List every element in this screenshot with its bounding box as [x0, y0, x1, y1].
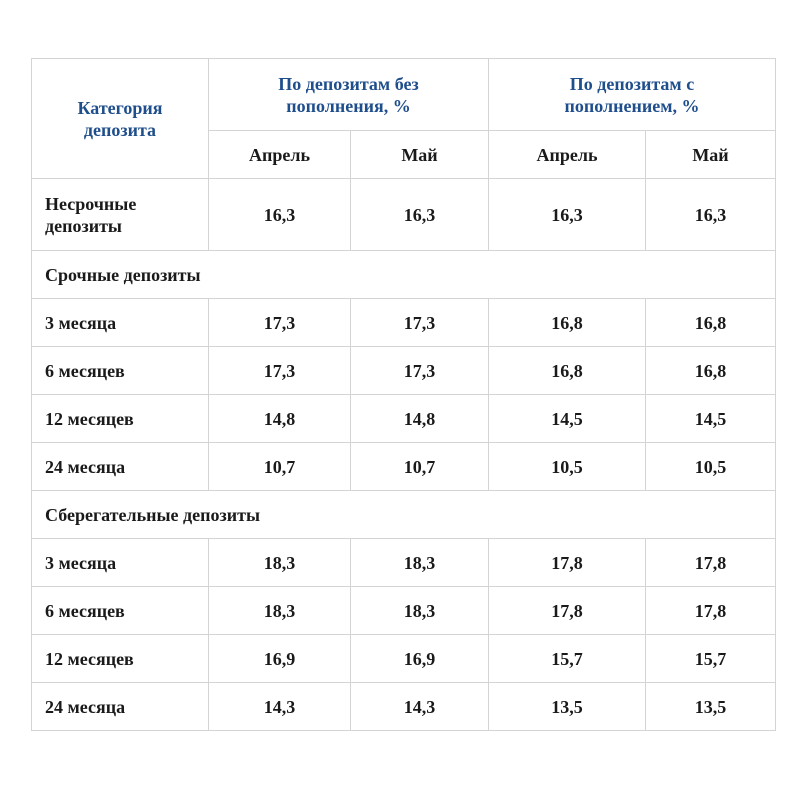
rate-cell: 17,3 [351, 299, 489, 347]
rate-cell: 16,8 [489, 299, 646, 347]
row-label: 24 месяца [32, 443, 209, 491]
month-header: Апрель [489, 131, 646, 179]
table-row [32, 587, 776, 635]
row-label: 6 месяцев [32, 587, 209, 635]
table-row [32, 443, 776, 491]
rate-cell: 10,7 [351, 443, 489, 491]
rate-cell: 14,8 [351, 395, 489, 443]
table-row [32, 179, 776, 251]
section-label: Сберегательные депозиты [32, 491, 776, 539]
rate-cell: 16,8 [489, 347, 646, 395]
table-row [32, 347, 776, 395]
table-body [32, 179, 776, 731]
row-label: 12 месяцев [32, 635, 209, 683]
month-header: Май [351, 131, 489, 179]
rate-cell: 18,3 [209, 539, 351, 587]
rate-cell: 15,7 [489, 635, 646, 683]
row-label-text: Несрочные депозиты [45, 193, 137, 236]
rate-cell: 14,3 [351, 683, 489, 731]
rate-cell: 18,3 [351, 539, 489, 587]
rate-cell: 17,8 [489, 587, 646, 635]
rate-cell: 13,5 [646, 683, 776, 731]
rate-cell: 16,8 [646, 347, 776, 395]
table-row [32, 635, 776, 683]
rate-cell: 16,9 [209, 635, 351, 683]
rate-cell: 17,8 [646, 587, 776, 635]
group-without-topup-label: По депозитам без пополнения, % [278, 73, 419, 116]
row-label [32, 179, 209, 251]
table-row [32, 539, 776, 587]
section-row [32, 251, 776, 299]
rate-cell: 16,8 [646, 299, 776, 347]
rate-cell: 14,5 [489, 395, 646, 443]
rate-cell: 10,5 [646, 443, 776, 491]
rate-cell: 18,3 [351, 587, 489, 635]
rate-cell: 17,3 [209, 299, 351, 347]
rate-cell: 16,3 [646, 179, 776, 251]
table-row [32, 395, 776, 443]
group-with-topup-label: По депозитам с пополнением, % [564, 73, 700, 116]
table-header [32, 59, 776, 179]
rate-cell: 14,8 [209, 395, 351, 443]
row-label: 3 месяца [32, 539, 209, 587]
rate-cell: 16,3 [489, 179, 646, 251]
group-with-topup-header [489, 59, 776, 131]
row-label: 24 месяца [32, 683, 209, 731]
rate-cell: 10,7 [209, 443, 351, 491]
rate-cell: 15,7 [646, 635, 776, 683]
rate-cell: 14,3 [209, 683, 351, 731]
rate-cell: 14,5 [646, 395, 776, 443]
deposit-rates-table [31, 58, 776, 731]
table-row [32, 683, 776, 731]
table-row [32, 299, 776, 347]
header-group-row [32, 59, 776, 131]
group-without-topup-header [209, 59, 489, 131]
month-header: Май [646, 131, 776, 179]
category-header [32, 59, 209, 179]
rate-cell: 13,5 [489, 683, 646, 731]
rate-cell: 16,3 [209, 179, 351, 251]
rate-cell: 10,5 [489, 443, 646, 491]
rate-cell: 17,3 [209, 347, 351, 395]
month-header: Апрель [209, 131, 351, 179]
rate-cell: 17,3 [351, 347, 489, 395]
rate-cell: 17,8 [489, 539, 646, 587]
row-label: 6 месяцев [32, 347, 209, 395]
rate-cell: 17,8 [646, 539, 776, 587]
rate-cell: 16,9 [351, 635, 489, 683]
rate-cell: 16,3 [351, 179, 489, 251]
rate-cell: 18,3 [209, 587, 351, 635]
section-row [32, 491, 776, 539]
row-label: 3 месяца [32, 299, 209, 347]
section-label: Срочные депозиты [32, 251, 776, 299]
category-header-label: Категория депозита [77, 97, 163, 140]
row-label: 12 месяцев [32, 395, 209, 443]
